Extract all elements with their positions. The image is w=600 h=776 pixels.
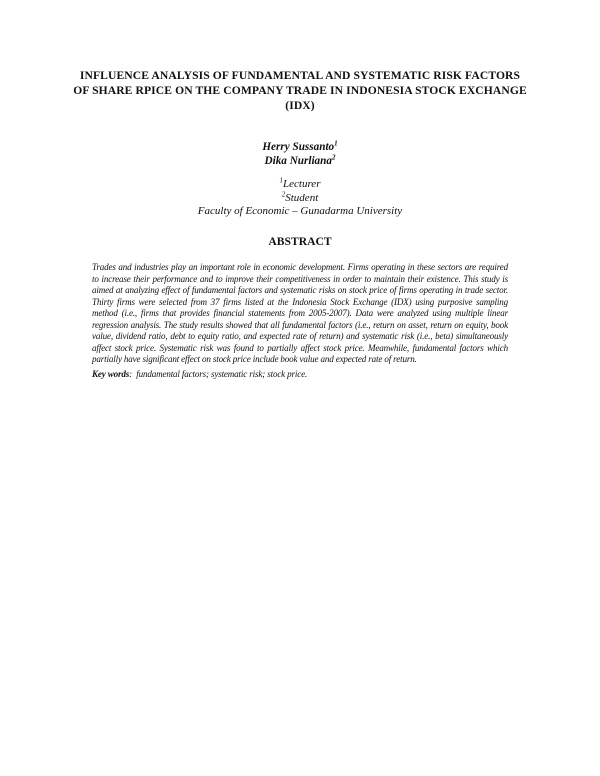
author-superscript: 2 bbox=[331, 153, 336, 162]
institution: Faculty of Economic – Gunadarma University bbox=[197, 205, 403, 217]
keywords-label: Key words bbox=[92, 369, 130, 379]
affiliations bbox=[0, 178, 600, 219]
author-1 bbox=[0, 140, 600, 154]
keywords bbox=[92, 369, 508, 381]
author-2 bbox=[0, 154, 600, 168]
author-name: Herry Sussanto bbox=[262, 141, 335, 153]
author-name: Dika Nurliana bbox=[264, 155, 332, 167]
affiliation-text: Student bbox=[285, 191, 319, 204]
affiliation-1 bbox=[0, 178, 600, 192]
affiliation-superscript: 2 bbox=[281, 189, 286, 198]
title-line-1: INFLUENCE ANALYSIS OF FUNDAMENTAL AND SYSTEMATIC RISK FACTORS bbox=[79, 69, 521, 82]
title-line-3: (IDX) bbox=[285, 99, 315, 112]
keywords-separator: : bbox=[129, 369, 132, 379]
affiliation-text: Lecturer bbox=[283, 178, 321, 190]
keywords-text: fundamental factors; systematic risk; stock price. bbox=[136, 369, 308, 379]
affiliation-2 bbox=[0, 189, 600, 206]
affiliation-superscript: 1 bbox=[279, 176, 283, 185]
abstract-heading: ABSTRACT bbox=[268, 235, 332, 248]
paper-title bbox=[60, 68, 540, 113]
author-list bbox=[0, 140, 600, 168]
title-line-2: OF SHARE RPICE ON THE COMPANY TRADE IN INDONESIA STOCK EXCHANGE bbox=[73, 84, 527, 97]
abstract-text: Trades and industries play an important role in economic development. Firms operating in these sectors are required to increase their performance and to improve their competitiveness in order to maintain their existence. This study is aimed at analyzing effect of fundamental factors and systematic risks on stock price of firms operating in trade sector. Thirty firms were selected from 37 firms listed at the Indonesia Stock Exchange (IDX) using purposive sampling method (i.e., firms that provides financial statements from 2005-2007). Data were analyzed using multiple linear regression analysis. The study results showed that all fundamental factors (i.e., return on asset, return on equity, book value, dividend ratio, debt to equity ratio, and expected rate of return) and systematic risk (i.e., beta) simultaneously affect stock price. Systematic risk was found to partially affect stock price. Meanwhile, fundamental factors which partially have significant effect on stock price include book value and expected rate of return. bbox=[92, 262, 508, 365]
author-superscript: 1 bbox=[334, 139, 338, 148]
